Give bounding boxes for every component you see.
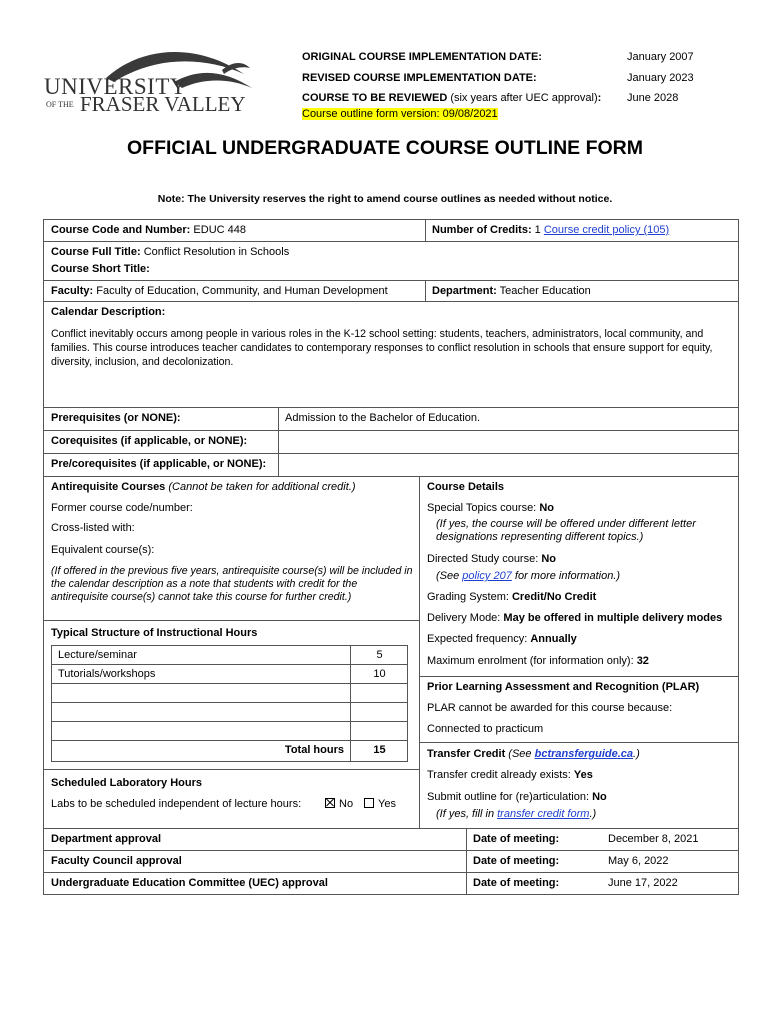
total-hours-label: Total hours xyxy=(284,744,344,756)
grading-label: Grading System: xyxy=(427,591,512,603)
transfer-exists-label: Transfer credit already exists: xyxy=(427,769,574,781)
submit-outline xyxy=(427,791,607,804)
frequency-value: Annually xyxy=(530,633,577,645)
approval-date: June 17, 2022 xyxy=(608,877,678,889)
approval-date-label: Date of meeting: xyxy=(473,855,560,867)
row-divider xyxy=(43,828,739,829)
header-original-value: January 2007 xyxy=(627,51,694,63)
approval-label: Department approval xyxy=(51,833,162,845)
row-divider xyxy=(43,453,739,454)
delivery-mode xyxy=(427,612,722,625)
col-divider xyxy=(419,476,420,828)
faculty xyxy=(51,285,388,298)
department-value: Teacher Education xyxy=(496,285,591,297)
special-topics-note: (If yes, the course will be offered under different letter designations representing different topics.) xyxy=(436,518,696,543)
row-divider xyxy=(43,301,739,302)
header-review-colon: : xyxy=(597,92,602,104)
corequisites-label: Corequisites (if applicable, or NONE): xyxy=(51,435,248,447)
lab-hours-question: Labs to be scheduled independent of lecture hours: xyxy=(51,798,302,810)
lab-yes-label: Yes xyxy=(378,798,396,810)
col-divider xyxy=(425,280,426,301)
equivalent-courses-label: Equivalent course(s): xyxy=(51,544,155,556)
maximum-enrolment xyxy=(427,655,649,668)
calendar-description-label: Calendar Description: xyxy=(51,306,166,318)
course-outline-table xyxy=(43,219,739,895)
hours-row-divider xyxy=(51,702,408,703)
antireq-heading-label: Antirequisite Courses xyxy=(51,481,166,493)
hours-row-divider xyxy=(51,683,408,684)
approval-date-label: Date of meeting: xyxy=(473,833,560,845)
grading-system xyxy=(427,591,596,604)
col-divider xyxy=(278,407,279,476)
approval-date-label: Date of meeting: xyxy=(473,877,560,889)
bctransferguide-link[interactable]: bctransferguide.ca xyxy=(534,748,634,760)
university-logo xyxy=(44,48,249,120)
header-review-value: June 2028 xyxy=(627,92,679,104)
page-title: OFFICIAL UNDERGRADUATE COURSE OUTLINE FORM xyxy=(126,137,644,159)
row-divider xyxy=(43,430,739,431)
total-hours-value: 15 xyxy=(373,744,386,756)
lab-yes-option[interactable] xyxy=(364,798,396,811)
fill-note-a: (If yes, fill in xyxy=(436,808,498,820)
antirequisite-heading xyxy=(51,481,355,494)
row-divider xyxy=(43,280,739,281)
col-divider xyxy=(425,219,426,241)
transfer-credit-form-link[interactable]: transfer credit form xyxy=(497,808,590,820)
credits xyxy=(432,224,669,237)
hours-row-label: Tutorials/workshops xyxy=(58,668,156,680)
header-revised-label: REVISED COURSE IMPLEMENTATION DATE: xyxy=(302,72,537,84)
full-title-label: Course Full Title: xyxy=(51,246,141,258)
calendar-description-text: Conflict inevitably occurs among people in various roles in the K-12 school setting: students, teachers, administrators, local community, and families. This course introduces teacher candidates to contemporary responses to conflict resolution in schools that ensure support for equity, diversity, inclusion, and decolonization. xyxy=(51,328,713,368)
special-topics xyxy=(427,502,554,515)
submit-outline-label: Submit outline for (re)articulation: xyxy=(427,791,593,803)
row-divider xyxy=(43,620,419,621)
hours-row-divider xyxy=(51,740,408,741)
faculty-value: Faculty of Education, Community, and Human Development xyxy=(93,285,388,297)
prerequisites-label: Prerequisites (or NONE): xyxy=(51,412,181,424)
directed-note-a: (See xyxy=(436,570,463,582)
delivery-label: Delivery Mode: xyxy=(427,612,504,624)
row-divider xyxy=(43,769,419,770)
full-title-value: Conflict Resolution in Schools xyxy=(140,246,290,258)
header-review-note: (six years after UEC approval) xyxy=(447,92,598,104)
plar-heading: Prior Learning Assessment and Recognition (PLAR) xyxy=(427,681,700,693)
expected-frequency xyxy=(427,633,577,646)
row-divider xyxy=(43,872,739,873)
transfer-exists xyxy=(427,769,593,782)
lab-hours-heading: Scheduled Laboratory Hours xyxy=(51,777,202,789)
row-divider xyxy=(43,241,739,242)
row-divider xyxy=(43,476,739,477)
logo-line2a: OF THE xyxy=(46,100,74,109)
antireq-heading-note: (Cannot be taken for additional credit.) xyxy=(165,481,356,493)
logo-line1: UNIVERSITY xyxy=(44,74,187,99)
submit-outline-value: No xyxy=(592,791,607,803)
form-version: Course outline form version: 09/08/2021 xyxy=(302,108,498,120)
hours-row-value: 10 xyxy=(373,668,386,680)
directed-study-label: Directed Study course: xyxy=(427,553,542,565)
lab-no-checkbox[interactable] xyxy=(325,798,335,808)
directed-study-note xyxy=(436,570,620,583)
plar-line1: PLAR cannot be awarded for this course because: xyxy=(427,702,673,714)
transfer-credit-heading xyxy=(427,748,640,761)
logo-line2b: FRASER VALLEY xyxy=(80,92,246,116)
grading-value: Credit/No Credit xyxy=(511,591,597,603)
header-revised-value: January 2023 xyxy=(627,72,694,84)
course-short-title-label: Course Short Title: xyxy=(51,263,150,275)
directed-note-b: for more information.) xyxy=(511,570,621,582)
course-full-title xyxy=(51,246,289,259)
former-course-label: Former course code/number: xyxy=(51,502,193,514)
precorequisites-label: Pre/corequisites (if applicable, or NONE): xyxy=(51,458,267,470)
policy-207-link[interactable]: policy 207 xyxy=(462,570,512,582)
page-note: Note: The University reserves the right to amend course outlines as needed without notice. xyxy=(157,193,613,205)
hours-row-divider xyxy=(51,664,408,665)
hours-row-value: 5 xyxy=(376,649,383,661)
credits-value: 1 xyxy=(531,224,544,236)
delivery-value: May be offered in multiple delivery modes xyxy=(503,612,723,624)
course-code xyxy=(51,224,246,237)
credit-policy-link[interactable]: Course credit policy (105) xyxy=(543,224,670,236)
frequency-label: Expected frequency: xyxy=(427,633,531,645)
plar-line2: Connected to practicum xyxy=(427,723,544,735)
lab-yes-checkbox[interactable] xyxy=(364,798,374,808)
col-divider xyxy=(466,828,467,895)
enrolment-value: 32 xyxy=(636,655,649,667)
enrolment-label: Maximum enrolment (for information only): xyxy=(427,655,637,667)
transfer-form-note xyxy=(436,808,596,821)
credits-label: Number of Credits: xyxy=(432,224,532,236)
special-topics-value: No xyxy=(539,502,554,514)
approval-label: Undergraduate Education Committee (UEC) approval xyxy=(51,877,328,889)
antireq-note: (If offered in the previous five years, antirequisite course(s) will be included in the calendar description as a note that students with credit for the antirequisite course(s) cannot take this course for further credit.) xyxy=(51,565,413,603)
row-divider xyxy=(419,676,739,677)
row-divider xyxy=(43,850,739,851)
hours-row-divider xyxy=(51,721,408,722)
transfer-heading-label: Transfer Credit xyxy=(427,748,506,760)
approval-label: Faculty Council approval xyxy=(51,855,182,867)
lab-no-option[interactable] xyxy=(325,798,353,811)
course-details-heading: Course Details xyxy=(427,481,505,493)
course-code-label: Course Code and Number: xyxy=(51,224,191,236)
directed-study-value: No xyxy=(541,553,557,565)
header-review-label: COURSE TO BE REVIEWED xyxy=(302,92,448,104)
row-divider xyxy=(419,742,739,743)
transfer-note-b: .) xyxy=(633,748,640,760)
transfer-exists-value: Yes xyxy=(573,769,593,781)
lab-no-label: No xyxy=(339,798,354,810)
cross-listed-label: Cross-listed with: xyxy=(51,522,135,534)
header-review xyxy=(302,92,601,104)
prerequisites-value: Admission to the Bachelor of Education. xyxy=(285,412,481,424)
faculty-label: Faculty: xyxy=(51,285,94,297)
approval-date: May 6, 2022 xyxy=(608,855,669,867)
department-label: Department: xyxy=(432,285,497,297)
hours-heading: Typical Structure of Instructional Hours xyxy=(51,627,258,639)
transfer-note-a: (See xyxy=(505,748,535,760)
directed-study xyxy=(427,553,556,566)
course-code-value: EDUC 448 xyxy=(190,224,246,236)
row-divider xyxy=(43,407,739,408)
special-topics-label: Special Topics course: xyxy=(427,502,540,514)
hours-row-label: Lecture/seminar xyxy=(58,649,137,661)
fill-note-b: .) xyxy=(589,808,597,820)
header-original-label: ORIGINAL COURSE IMPLEMENTATION DATE: xyxy=(302,51,542,63)
department xyxy=(432,285,591,298)
approval-date: December 8, 2021 xyxy=(608,833,699,845)
